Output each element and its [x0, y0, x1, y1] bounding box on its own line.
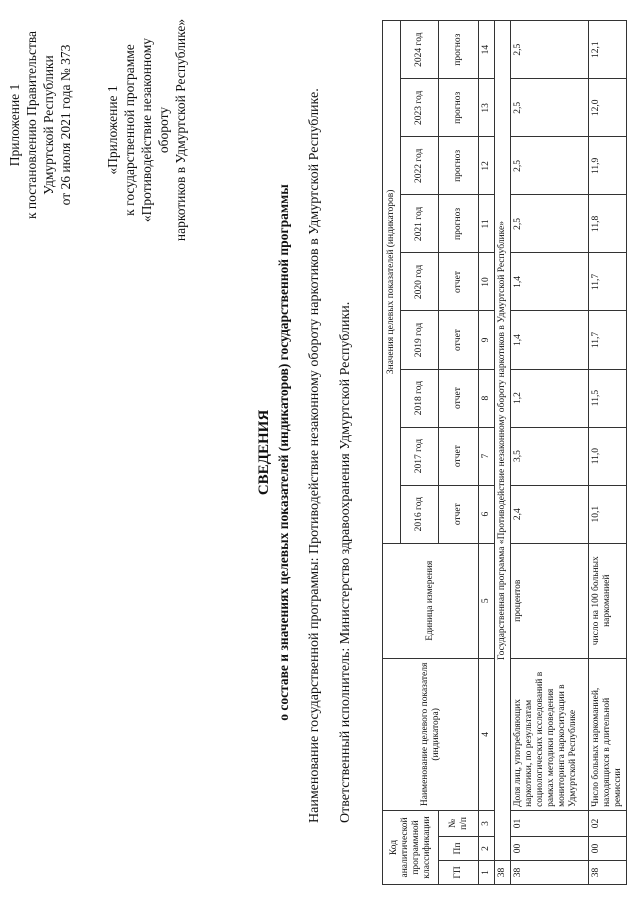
- header-status: отчет: [439, 485, 479, 543]
- column-number: 4: [479, 658, 495, 810]
- program-row-title: Государственная программа «Противодействие незаконному обороту наркотиков в Удмуртской Республике»: [495, 21, 511, 861]
- column-number: 5: [479, 543, 495, 658]
- column-number: 8: [479, 369, 495, 427]
- table-header-row: [383, 21, 401, 885]
- row-value: 2,5: [511, 79, 589, 137]
- row-value: 2,5: [511, 21, 589, 79]
- header-gp: ГП: [439, 860, 479, 884]
- row-value: 11,0: [589, 427, 627, 485]
- header-status: отчет: [439, 253, 479, 311]
- appendix-line: «Приложение 1: [105, 85, 120, 175]
- header-year: 2018 год: [401, 369, 439, 427]
- header-year: 2022 год: [401, 137, 439, 195]
- header-status: отчет: [439, 427, 479, 485]
- header-status: отчет: [439, 311, 479, 369]
- column-number: 6: [479, 485, 495, 543]
- column-number: 2: [479, 836, 495, 860]
- row-pp: 00: [589, 836, 627, 860]
- header-year: 2019 год: [401, 311, 439, 369]
- row-value: 2,4: [511, 485, 589, 543]
- row-value: 2,5: [511, 137, 589, 195]
- indicators-table: [382, 20, 627, 885]
- row-value: 11,7: [589, 253, 627, 311]
- appendix-line: к государственной программе: [122, 44, 137, 216]
- header-year: 2024 год: [401, 21, 439, 79]
- header-year: 2020 год: [401, 253, 439, 311]
- appendix-line: Удмуртской Республики: [41, 55, 56, 195]
- header-pp: Пп: [439, 836, 479, 860]
- column-number: 10: [479, 253, 495, 311]
- header-year: 2016 год: [401, 485, 439, 543]
- appendix-line: от 26 июля 2021 года № 373: [58, 44, 73, 206]
- header-status: прогноз: [439, 195, 479, 253]
- document-subtitle: о составе и значениях целевых показателей (индикаторов) государственной программы: [276, 184, 291, 721]
- row-value: 10,1: [589, 485, 627, 543]
- document-title: СВЕДЕНИЯ: [256, 409, 272, 496]
- executor-line: Ответственный исполнитель: Министерство здравоохранения Удмуртской Республики.: [338, 301, 353, 823]
- header-status: прогноз: [439, 79, 479, 137]
- column-number: 1: [479, 860, 495, 884]
- program-row: [495, 21, 511, 885]
- header-year: 2021 год: [401, 195, 439, 253]
- appendix-line: Приложение 1: [7, 83, 22, 167]
- row-value: 11,5: [589, 369, 627, 427]
- table-row: [589, 21, 627, 885]
- row-value: 1,4: [511, 253, 589, 311]
- program-name-line: Наименование государственной программы: Противодействие незаконному обороту наркотиков в Удмуртской Республике.: [307, 88, 322, 823]
- row-indicator-name: Доля лиц, употребляющих наркотики, по результатам социологических исследований в рамках методики проведения мониторинга наркоситуации в Удмуртской Республике: [511, 658, 589, 810]
- row-gp: 38: [589, 860, 627, 884]
- row-num: 01: [511, 810, 589, 836]
- table-row: [511, 21, 589, 885]
- row-value: 12,1: [589, 21, 627, 79]
- appendix-line: к постановлению Правительства: [24, 30, 39, 220]
- column-number: 14: [479, 21, 495, 79]
- program-row-gp: 38: [495, 860, 511, 884]
- appendix-line: наркотиков в Удмуртской Республике»: [173, 18, 188, 242]
- row-value: 1,2: [511, 369, 589, 427]
- header-status: отчет: [439, 369, 479, 427]
- row-num: 02: [589, 810, 627, 836]
- column-number: 3: [479, 810, 495, 836]
- header-year: 2017 год: [401, 427, 439, 485]
- appendix-header: [6, 25, 74, 225]
- row-gp: 38: [511, 860, 589, 884]
- row-unit: процентов: [511, 543, 589, 658]
- header-num: № п/п: [439, 810, 479, 836]
- header-unit: Единица измерения: [383, 543, 479, 658]
- row-indicator-name: Число больных наркоманией, находящихся в длительной ремиссии: [589, 658, 627, 810]
- column-number: 12: [479, 137, 495, 195]
- column-number: 7: [479, 427, 495, 485]
- column-number: 11: [479, 195, 495, 253]
- column-number: 9: [479, 311, 495, 369]
- row-value: 12,0: [589, 79, 627, 137]
- header-status: прогноз: [439, 137, 479, 195]
- appendix-line: «Противодействие незаконному обороту: [139, 37, 171, 223]
- row-value: 3,5: [511, 427, 589, 485]
- header-year: 2023 год: [401, 79, 439, 137]
- row-value: 2,5: [511, 195, 589, 253]
- header-status: прогноз: [439, 21, 479, 79]
- column-number-row: [479, 21, 495, 885]
- row-value: 11,8: [589, 195, 627, 253]
- row-value: 1,4: [511, 311, 589, 369]
- column-number: 13: [479, 79, 495, 137]
- row-value: 11,9: [589, 137, 627, 195]
- header-indicator-name: Наименование целевого показателя (индикатора): [383, 658, 479, 810]
- header-code-group: Код аналитической программной классификации: [383, 810, 439, 884]
- program-appendix-header: [104, 15, 189, 245]
- header-values-group: Значения целевых показателей (индикаторов): [383, 21, 401, 544]
- row-value: 11,7: [589, 311, 627, 369]
- row-unit: число на 100 больных наркоманией: [589, 543, 627, 658]
- row-pp: 00: [511, 836, 589, 860]
